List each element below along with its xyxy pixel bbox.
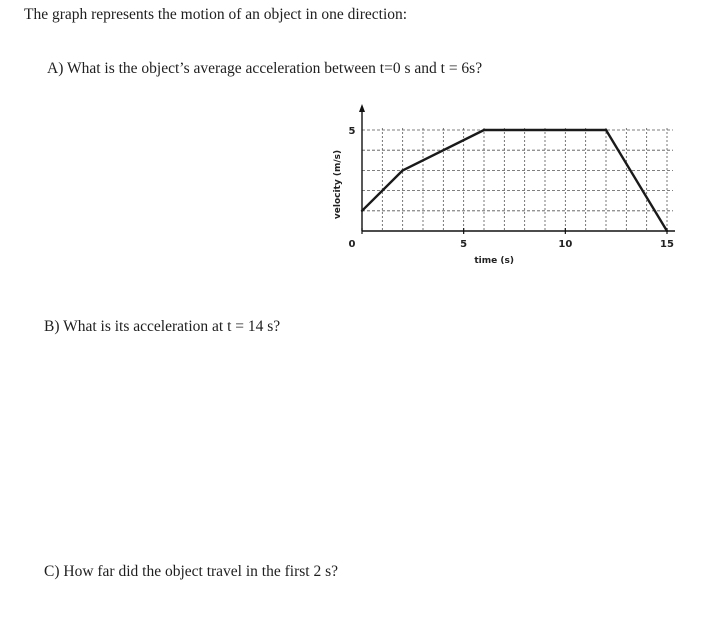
- data-point: [361, 210, 363, 212]
- x-tick-label: 10: [558, 239, 573, 250]
- intro-text: The graph represents the motion of an object in one direction:: [24, 6, 408, 23]
- question-a: A) What is the object’s average acceleration between t=0 s and t = 6s?: [47, 60, 483, 77]
- data-point: [605, 129, 607, 131]
- question-b: B) What is its acceleration at t = 14 s?: [44, 318, 281, 335]
- question-c: C) How far did the object travel in the first 2 s?: [44, 563, 338, 580]
- velocity-time-chart: [318, 100, 698, 280]
- x-tick-label: 0: [348, 239, 356, 250]
- x-tick-label: 5: [460, 239, 468, 250]
- velocity-time-graph: [318, 100, 698, 280]
- x-axis-label: time (s): [474, 256, 514, 266]
- y-axis-arrow: [359, 104, 365, 112]
- data-point: [483, 129, 485, 131]
- x-tick-label: 15: [660, 239, 674, 250]
- data-point: [666, 230, 668, 232]
- y-tick-label: 5: [348, 126, 356, 137]
- data-point: [401, 169, 403, 171]
- y-axis-label: velocity (m/s): [333, 149, 343, 220]
- series-line-velocity: [362, 130, 667, 231]
